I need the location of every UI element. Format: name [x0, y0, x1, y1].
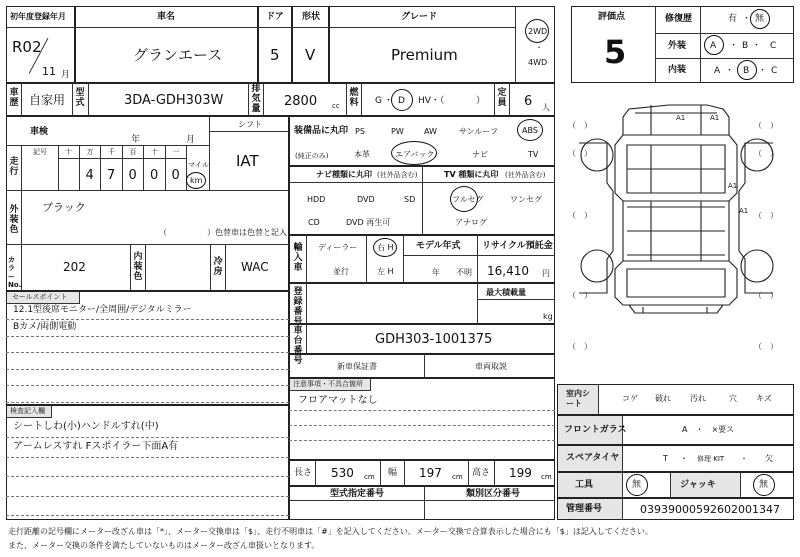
tv-analog: アナログ — [455, 218, 487, 227]
shift-value: IAT — [236, 152, 259, 170]
capacity-unit: 人 — [542, 103, 550, 112]
notes-value: フロアマットなし — [298, 395, 378, 406]
class-no-label: 類別区分番号 — [466, 489, 521, 499]
footer-line-2: また、メーター交換の条件を満たしていないものはメーター改ざん車扱いとなります。 — [8, 541, 320, 550]
tv-label: TV 種類に丸印 — [444, 170, 499, 179]
diagram-close-paren: ） — [584, 291, 592, 300]
recycle-label: リサイクル預託金 — [482, 241, 553, 251]
equip-aw: AW — [424, 127, 437, 136]
equip-leather: 本革 — [354, 150, 370, 159]
diagram-mark-a1-top-right: A1 — [710, 114, 720, 122]
model-year-unknown: 不明 — [456, 268, 472, 277]
spare-label: スペアタイヤ — [566, 453, 620, 463]
mileage-digit: 7 — [107, 168, 116, 183]
first-reg-month-unit: 月 — [61, 70, 71, 80]
model-label: 型式 — [75, 88, 85, 108]
tv-fullseg: フルセグ — [452, 195, 484, 204]
inspector-line: アームレスすれ Fスポイラー下面A有 — [13, 440, 179, 452]
color-change-note: （ ）色替車は色替と記入 — [159, 228, 287, 237]
model-year-unit: 年 — [432, 268, 440, 277]
fuel-g: G — [375, 96, 382, 106]
mileage-digit: 0 — [150, 168, 159, 183]
mileage-unit-label: 百 — [129, 148, 137, 156]
import-lh: 左 H — [377, 267, 394, 276]
model-value: 3DA-GDH303W — [124, 93, 224, 108]
score-value: 5 — [604, 33, 627, 71]
navi-dvd-play: DVD 再生可 — [346, 218, 391, 227]
width-value: 197 — [419, 466, 442, 480]
diagram-open-paren: （ — [568, 211, 576, 220]
km-label: km — [190, 176, 203, 185]
mileage-digit: 0 — [128, 168, 137, 183]
category-value: 自家用 — [29, 93, 66, 107]
manual-label: 車両取説 — [475, 362, 507, 371]
warranty-block — [289, 354, 555, 378]
mileage-unit-label: 十 — [151, 148, 158, 156]
exterior-c: C — [770, 41, 777, 51]
repair-yes: 有 — [728, 14, 738, 24]
navi-label: ナビ種類に丸印 — [316, 170, 372, 179]
notes-label: 注意事項・不具合箇所 — [293, 380, 363, 388]
mileage-unit-label: 千 — [108, 148, 115, 156]
navi-sd: SD — [404, 195, 416, 204]
tv-sub: (社外品含む) — [505, 171, 546, 179]
capacity-label: 定員 — [497, 88, 507, 108]
warranty-label: 新車保証書 — [337, 362, 377, 371]
mileage-unit-label: 十 — [65, 148, 72, 156]
diagram-mark-a1-right-side: A1 — [728, 182, 738, 190]
first-reg-label: 初年度登録年月 — [10, 12, 66, 21]
equip-abs: ABS — [522, 126, 538, 135]
diagram-close-paren: ） — [584, 342, 592, 351]
diagram-open-paren: （ — [568, 291, 576, 300]
diagram-close-paren: ） — [584, 211, 592, 220]
sales-point-line: 12.1型後席モニター/全周囲/デジタルミラー — [13, 305, 192, 315]
spare-sep2: ・ — [740, 454, 748, 463]
equip-airbag: エアバック — [395, 150, 435, 159]
spare-none: 欠 — [765, 454, 773, 463]
navi-dvd: DVD — [357, 195, 375, 204]
jack-value: 無 — [759, 480, 769, 490]
sales-points-label: セールスポイント — [12, 293, 68, 301]
max-load-kg: kg — [543, 312, 553, 321]
interior-a: A — [714, 66, 721, 76]
diagram-open-paren: （ — [754, 121, 762, 130]
repair-no: 無 — [755, 14, 765, 24]
interior-label: 内装 — [668, 65, 687, 75]
grade-label: グレード — [401, 12, 438, 22]
inspection-year-unit: 年 — [131, 135, 141, 145]
color-label: 外装色 — [9, 205, 19, 235]
diagram-mark-a1-top-left: A1 — [676, 114, 686, 122]
import-dealer: ディーラー — [318, 243, 358, 252]
height-unit: cm — [541, 473, 552, 481]
height-label: 高さ — [472, 468, 491, 478]
width-unit: cm — [452, 473, 463, 481]
drive-2wd: 2WD — [528, 27, 548, 36]
diagram-close-paren: ） — [584, 121, 592, 130]
import-parallel: 並行 — [333, 267, 349, 276]
first-reg-era: R02 — [12, 38, 42, 56]
inspection-label: 車検 — [30, 127, 49, 137]
shift-label: シフト — [238, 120, 262, 129]
footer-line-1: 走行距離の記号欄にメーター改ざん車は「*」、メーター交換車は「$」、走行不明車は「#」を記入してください。メーター交換で合算表示した場合にも「$」は記入してください。 — [8, 527, 653, 536]
inspector-label: 検査記入欄 — [10, 407, 45, 415]
diagram-mark-a1-rear: A1 — [739, 207, 749, 215]
navi-sub: (社外品含む) — [377, 171, 418, 179]
chassis-label: 車台番号 — [293, 326, 303, 366]
equip-sunroof: サンルーフ — [459, 127, 498, 136]
capacity-value: 6 — [524, 94, 533, 109]
diagram-open-paren: （ — [754, 211, 762, 220]
equipment-label: 装備品に丸印 — [294, 126, 349, 136]
import-rh: 右 H — [377, 243, 394, 252]
doors-value: 5 — [270, 46, 280, 64]
color-value: ブラック — [42, 201, 86, 214]
tv-oneseg: ワンセグ — [510, 195, 542, 204]
recycle-unit: 円 — [542, 269, 550, 278]
fuel-label: 燃料 — [349, 88, 359, 108]
mileage-label: 走行 — [9, 157, 19, 177]
diagram-open-paren: （ — [568, 149, 576, 158]
color-no-value: 202 — [63, 260, 86, 274]
mileage-digit: 0 — [171, 168, 180, 183]
diagram-close-paren: ） — [770, 211, 778, 220]
registration-label: 登録番号 — [293, 287, 303, 327]
exterior-sep: ・ — [729, 41, 739, 51]
tools-value: 無 — [632, 480, 642, 490]
length-unit: cm — [364, 473, 375, 481]
inspection-month-unit: 月 — [186, 135, 196, 145]
sheet-hole: 穴 — [729, 394, 737, 403]
tools-label: 工具 — [575, 480, 594, 490]
ac-label: 冷房 — [213, 257, 223, 277]
model-year-label: モデル年式 — [416, 241, 461, 251]
recycle-value: 16,410 — [487, 264, 529, 278]
sales-point-line: Bカメ/両側電動 — [13, 321, 77, 332]
interior-sep: ・ — [725, 66, 735, 76]
mileage-record-label: 記号 — [33, 148, 47, 156]
sheet-scratch: キズ — [756, 394, 772, 403]
diagram-open-paren: （ — [568, 121, 576, 130]
equip-navi: ナビ — [472, 150, 488, 159]
displacement-unit: cc — [332, 102, 340, 110]
exterior-sep2: ・ — [752, 41, 762, 51]
height-value: 199 — [509, 466, 532, 480]
sheet-burn: コゲ — [622, 394, 638, 403]
spare-sep: ・ — [680, 454, 688, 463]
interior-color-label: 内装色 — [133, 252, 143, 282]
equip-ps: PS — [355, 127, 365, 136]
sheet-stain: 汚れ — [690, 394, 706, 403]
fuel-close: ） — [476, 96, 486, 106]
mileage-unit-label: 一 — [172, 148, 180, 156]
drive-4wd: 4WD — [528, 58, 548, 67]
car-name-label: 車名 — [157, 12, 176, 22]
chassis-value: GDH303-1001375 — [375, 332, 493, 347]
mileage-unit-label: 万 — [86, 148, 94, 156]
width-label: 幅 — [388, 468, 398, 478]
type-no-label: 型式指定番号 — [330, 489, 385, 499]
diagram-close-paren: ） — [770, 121, 778, 130]
equipment-sublabel: (純正のみ) — [295, 152, 329, 160]
mileage-digit: 4 — [85, 168, 94, 183]
navi-hdd: HDD — [307, 195, 326, 204]
grade-value: Premium — [391, 46, 458, 64]
exterior-label: 外装 — [668, 41, 687, 51]
repair-history-label: 修復歴 — [665, 14, 693, 24]
jack-label: ジャッキ — [680, 480, 716, 490]
repair-dot: ・ — [742, 14, 752, 24]
fuel-d: D — [398, 96, 405, 106]
sheet-tear: 破れ — [655, 394, 671, 403]
exterior-a: A — [710, 41, 717, 51]
mgmt-label: 管理番号 — [566, 504, 603, 514]
mgmt-value: 03939000592602001347 — [640, 503, 780, 516]
length-label: 長さ — [294, 468, 313, 478]
interior-sheet-label: 室内シート — [566, 389, 590, 409]
windshield-label: フロントガラス — [564, 425, 627, 435]
diagram-close-paren: ） — [770, 291, 778, 300]
fuel-sep: ・ — [384, 96, 394, 106]
diagram-open-paren: （ — [754, 342, 762, 351]
score-label: 評価点 — [598, 12, 626, 22]
diagram-open-paren: （ — [568, 342, 576, 351]
displacement-label: 排気量 — [251, 84, 261, 114]
category-label: 車歴 — [9, 88, 19, 108]
first-reg-month: 11 — [42, 65, 56, 78]
spare-kit: 修理 KIT — [697, 455, 725, 463]
color-no-label: カラーNo. — [8, 256, 22, 290]
displacement-value: 2800 — [284, 94, 318, 109]
doors-label: ドア — [266, 12, 284, 22]
diagram-open-paren: （ — [754, 149, 762, 158]
inspector-line: シートしわ(小)ハンドルすれ(中) — [13, 421, 159, 432]
diagram-close-paren: ） — [770, 149, 778, 158]
diagram-close-paren: ） — [584, 149, 592, 158]
navi-cd: CD — [308, 218, 320, 227]
diagram-close-paren: ） — [770, 342, 778, 351]
windshield-value: A ・ ×要ス — [682, 425, 735, 434]
drive-dot: ・ — [535, 43, 543, 52]
fuel-hv: HV・（ — [418, 96, 445, 106]
length-value: 530 — [331, 466, 354, 480]
car-name-value: グランエース — [133, 46, 223, 64]
grade-box — [329, 6, 555, 83]
shape-label: 形状 — [302, 12, 321, 22]
spare-t: T — [663, 454, 668, 463]
exterior-b: B — [742, 41, 749, 51]
mile-label: マイル — [188, 161, 209, 169]
diagram-open-paren: （ — [754, 291, 762, 300]
import-label: 輸入車 — [293, 243, 303, 273]
interior-c: C — [771, 66, 778, 76]
shape-value: V — [305, 46, 316, 64]
max-load-label: 最大積載量 — [486, 288, 526, 297]
equip-tv: TV — [528, 150, 539, 159]
ac-value: WAC — [241, 260, 269, 274]
interior-sep2: ・ — [758, 66, 768, 76]
equip-pw: PW — [391, 127, 404, 136]
interior-b: B — [743, 66, 750, 76]
